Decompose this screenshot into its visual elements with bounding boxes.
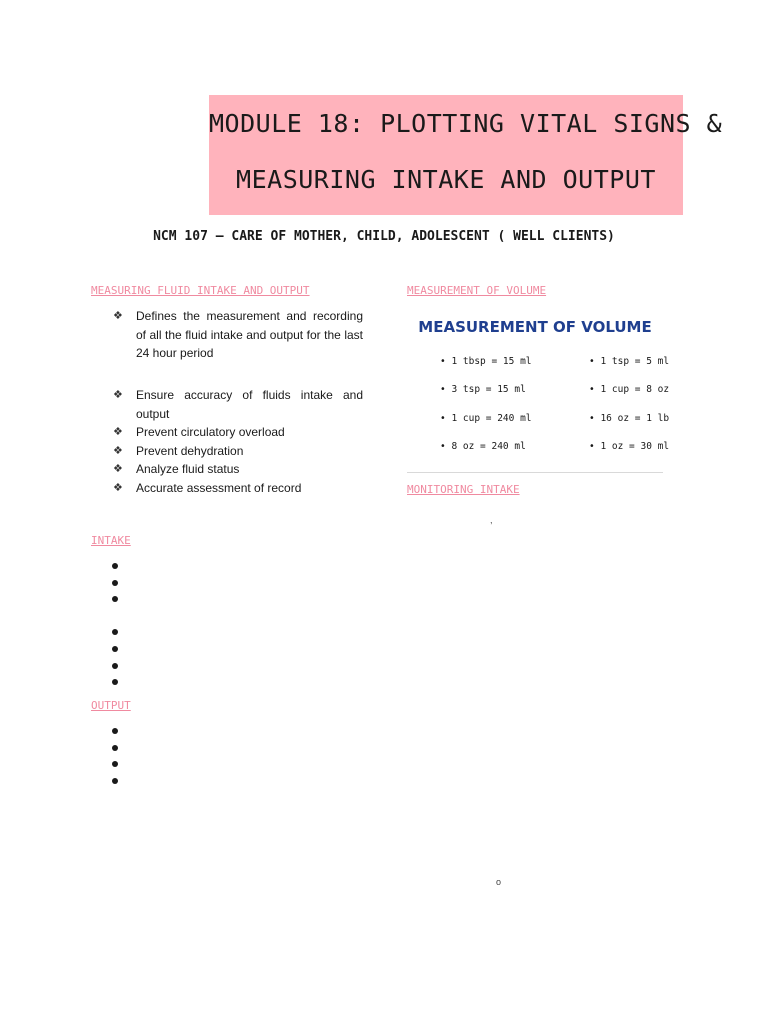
volume-item: • 3 tsp = 15 ml <box>440 384 526 395</box>
bullet-icon <box>112 629 118 635</box>
bullet-icon <box>112 646 118 652</box>
bullet-icon <box>112 728 118 734</box>
output-bullets <box>112 728 118 795</box>
volume-item: • 8 oz = 240 ml <box>440 441 526 452</box>
bullet-icon <box>112 596 118 602</box>
course-subtitle: NCM 107 – CARE OF MOTHER, CHILD, ADOLESCENT ( WELL CLIENTS) <box>153 229 615 244</box>
bullet-icon <box>112 745 118 751</box>
bullet-icon <box>112 679 118 685</box>
volume-item: • 1 tsp = 5 ml <box>589 356 670 367</box>
bullet-icon <box>112 663 118 669</box>
volume-item: • 1 tbsp = 15 ml <box>440 356 532 367</box>
intake-bullets <box>112 563 118 696</box>
title-banner <box>209 95 723 215</box>
stray-mark: , <box>490 515 493 525</box>
bullet-icon <box>112 563 118 569</box>
heading-output: OUTPUT <box>91 699 131 712</box>
volume-card-title: MEASUREMENT OF VOLUME <box>418 318 652 336</box>
diamond-bullet-icon: ❖ <box>113 426 123 438</box>
purpose-list <box>113 386 363 497</box>
stray-mark: o <box>496 877 502 887</box>
diamond-bullet-icon: ❖ <box>113 310 123 322</box>
list-item: ❖ Accurate assessment of record <box>113 479 363 498</box>
bullet-icon <box>112 778 118 784</box>
diamond-bullet-icon: ❖ <box>113 463 123 475</box>
volume-image <box>407 309 670 473</box>
heading-monitoring: MONITORING INTAKE <box>407 483 520 496</box>
volume-item: • 1 cup = 240 ml <box>440 413 532 424</box>
list-item: ❖ Ensure accuracy of fluids intake and output <box>113 388 363 421</box>
volume-item: • 1 cup = 8 oz <box>589 384 670 395</box>
title-line-2: MEASURING INTAKE AND OUTPUT <box>236 165 656 194</box>
diamond-bullet-icon: ❖ <box>113 389 123 401</box>
heading-volume: MEASUREMENT OF VOLUME <box>407 284 547 297</box>
bullet-icon <box>112 580 118 586</box>
heading-intake: INTAKE <box>91 534 131 547</box>
list-item: ❖ Prevent dehydration <box>113 442 363 461</box>
volume-item: • 16 oz = 1 lb <box>589 413 670 424</box>
volume-item: • 1 oz = 30 ml <box>589 441 670 452</box>
list-item: ❖ Prevent circulatory overload <box>113 423 363 442</box>
definition-list <box>113 307 363 363</box>
heading-measuring: MEASURING FLUID INTAKE AND OUTPUT <box>91 284 310 297</box>
diamond-bullet-icon: ❖ <box>113 481 123 494</box>
bullet-icon <box>112 761 118 767</box>
list-item: ❖ Analyze fluid status <box>113 460 363 479</box>
title-line-1: MODULE 18: PLOTTING VITAL SIGNS & <box>209 109 723 138</box>
diamond-bullet-icon: ❖ <box>113 444 123 457</box>
definition-item: ❖ Defines the measurement and recording of all the fluid intake and output for the last 24 hour period <box>113 309 363 360</box>
